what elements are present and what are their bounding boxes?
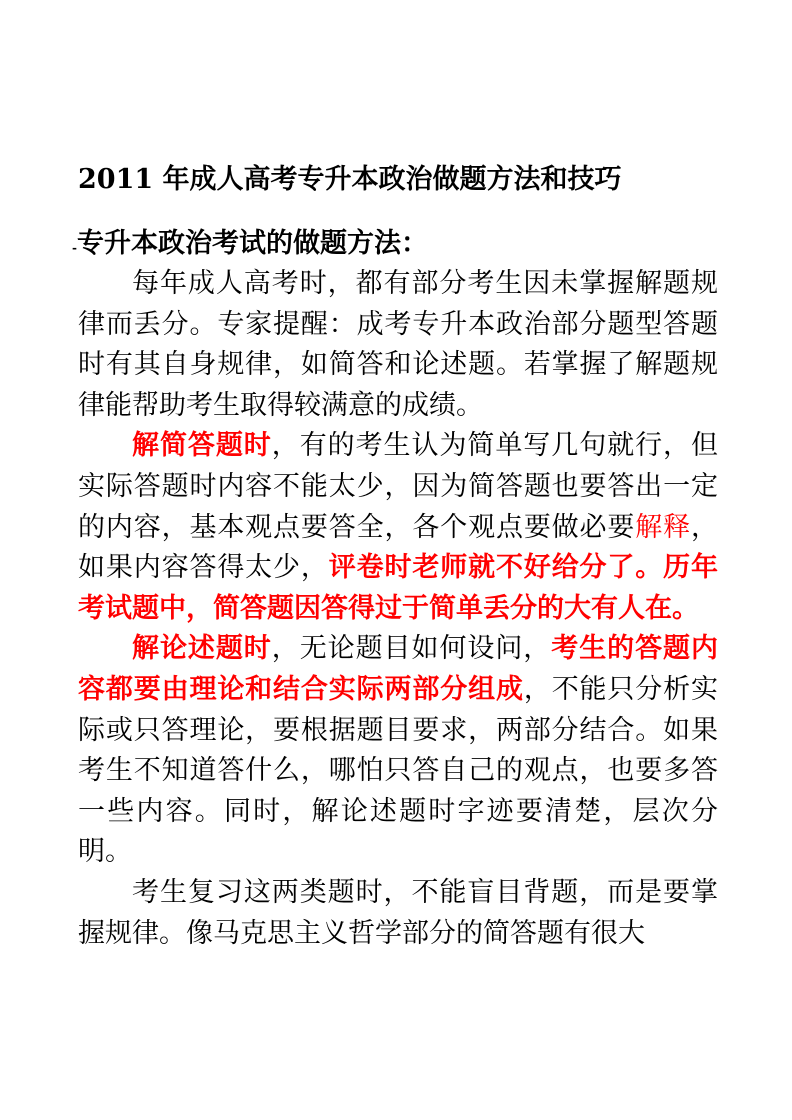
section-marker: -	[72, 241, 77, 255]
body-text	[78, 264, 718, 954]
essay-text-2: ，不能只分析实际或只答理论，要根据题目要求，两部分结合。如果考生不知道答什么，哪怕只答自己的观点，也要多答一些内容。同时，解论述题时字迹要清楚，层次分明。	[78, 673, 719, 868]
paragraph-short-answer	[78, 426, 718, 629]
section-heading	[72, 224, 732, 268]
essay-text-1: ，无论题目如何设问，	[271, 633, 552, 665]
short-answer-text-2: ，如果内容答得太少，	[78, 511, 719, 584]
paragraph-essay	[78, 629, 718, 873]
short-answer-text-1: ，有的考生认为简单写几句就行，但实际答题时内容不能太少，因为简答题也要答出一定的内容，基本观点要答全，各个观点要做必要	[78, 430, 718, 543]
section-heading-text: 专升本政治考试的做题方法：	[76, 228, 428, 259]
short-answer-emphasis: 评卷时老师就不好给分了。历年考试题中，简答题因答得过于简单丢分的大有人在。	[78, 552, 719, 624]
document-title: 2011 年成人高考专升本政治做题方法和技巧	[78, 164, 622, 195]
essay-emphasis: 考生的答题内容都要由理论和结合实际两部分组成	[78, 633, 718, 705]
essay-lead: 解论述题时	[132, 633, 272, 665]
paragraph-intro: 每年成人高考时，都有部分考生因未掌握解题规律而丢分。专家提醒：成考专升本政治部分题型答题时有其自身规律，如简答和论述题。若掌握了解题规律能帮助考生取得较满意的成绩。	[78, 268, 718, 421]
short-answer-lead: 解简答题时	[132, 430, 272, 462]
short-answer-red-term: 解释	[635, 511, 692, 543]
paragraph-review: 考生复习这两类题时，不能盲目背题，而是要掌握规律。像马克思主义哲学部分的简答题有很大	[78, 876, 718, 949]
